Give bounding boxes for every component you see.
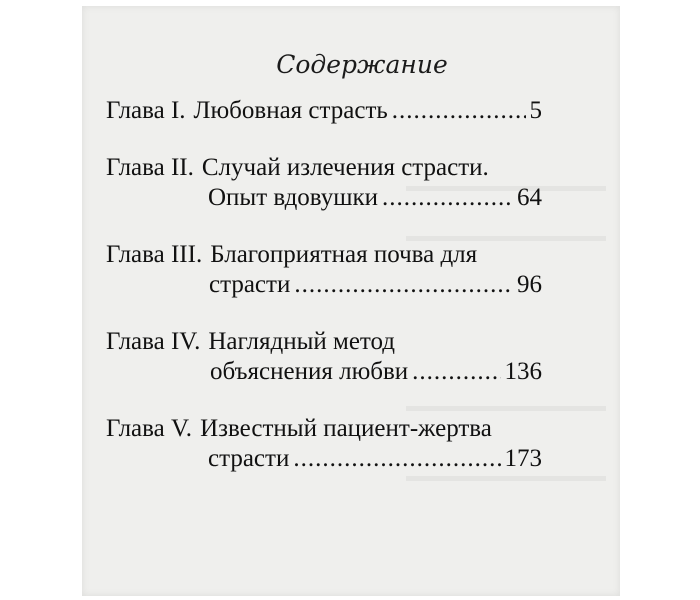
toc-line — [106, 327, 542, 357]
toc-line — [106, 414, 542, 444]
contents-heading: Содержание — [276, 50, 448, 79]
chapter-title: Любовная страсть — [193, 97, 388, 124]
toc-line — [106, 96, 542, 126]
page-number: 5 — [529, 97, 542, 124]
toc-entry-3 — [106, 240, 542, 300]
toc-line — [106, 444, 542, 474]
toc-line — [106, 240, 542, 270]
toc-line — [106, 183, 542, 213]
chapter-title: Наглядный метод — [208, 328, 396, 355]
book-page — [82, 6, 620, 596]
chapter-title-continued: страсти — [208, 445, 290, 472]
chapter-number: Глава IV. — [106, 328, 201, 355]
toc-line — [106, 270, 542, 300]
chapter-title-continued: Опыт вдовушки — [208, 184, 379, 211]
toc-entry-4 — [106, 327, 542, 387]
toc-entry-2 — [106, 153, 542, 213]
dot-leader — [382, 183, 513, 213]
dot-leader — [412, 357, 500, 387]
chapter-title: Известный пациент-жертва — [200, 415, 492, 442]
page-number: 96 — [517, 271, 542, 298]
page-number: 173 — [504, 445, 542, 472]
dot-leader — [294, 270, 513, 300]
dot-leader — [293, 444, 500, 474]
chapter-number: Глава III. — [106, 241, 203, 268]
chapter-title-continued: объяснения любви — [210, 358, 409, 385]
chapter-title-continued: страсти — [209, 271, 291, 298]
toc-line — [106, 357, 542, 387]
table-of-contents — [106, 96, 542, 501]
chapter-title: Благоприятная почва для — [210, 241, 478, 268]
chapter-title: Случай излечения страсти. — [201, 154, 489, 181]
chapter-number: Глава V. — [106, 415, 193, 442]
chapter-number: Глава II. — [106, 154, 194, 181]
dot-leader — [392, 96, 526, 126]
page-number: 136 — [504, 358, 542, 385]
toc-entry-1 — [106, 96, 542, 126]
page-number: 64 — [517, 184, 542, 211]
toc-entry-5 — [106, 414, 542, 474]
toc-line — [106, 153, 542, 183]
chapter-number: Глава I. — [106, 97, 186, 124]
